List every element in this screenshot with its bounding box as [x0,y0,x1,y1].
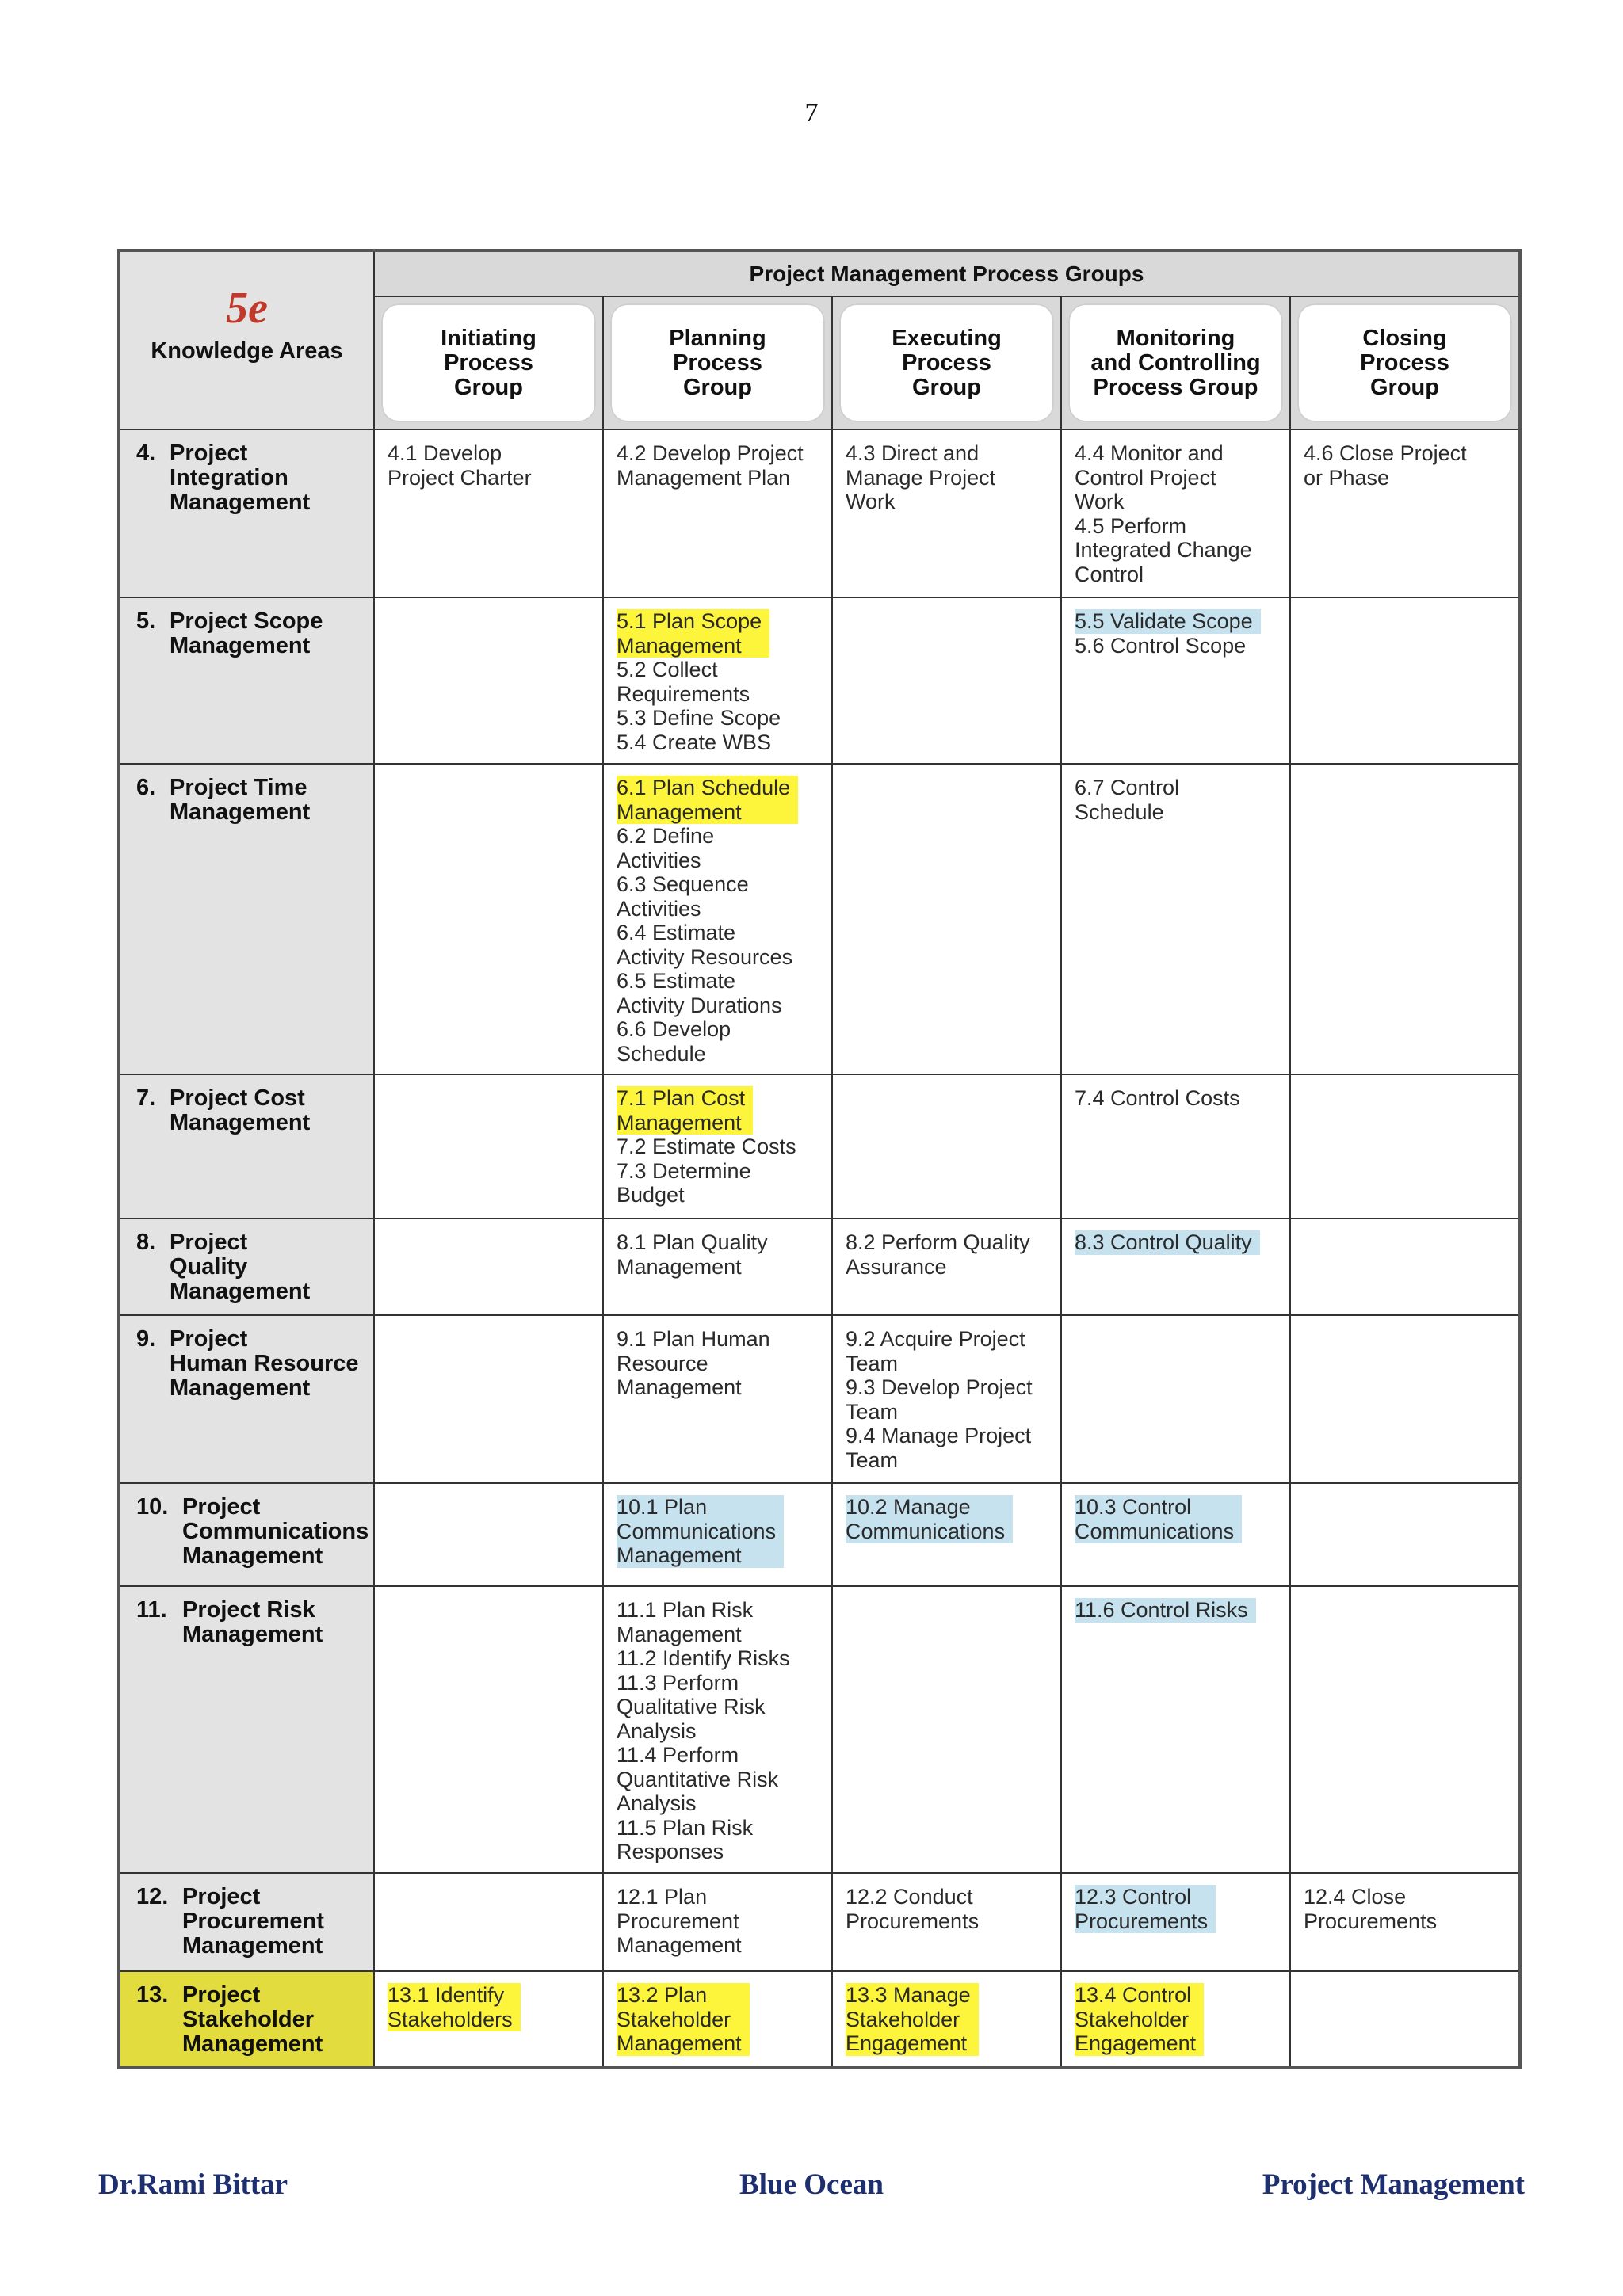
process-item: 12.4 Close Procurements [1304,1885,1438,1933]
process-cell-monitoring [1061,1586,1290,1873]
knowledge-area-number: 12. [136,1884,169,1909]
process-cell-closing [1290,429,1520,597]
process-cell-executing [832,1873,1061,1971]
knowledge-area-name: Project Stakeholder Management [182,1982,323,2057]
process-cell-closing [1290,764,1520,1074]
process-item: 10.3 Control Communications [1075,1495,1242,1543]
process-item: 7.2 Estimate Costs [617,1135,796,1158]
process-item: 13.3 Manage Stakeholder Engagement [846,1983,979,2056]
page-number: 7 [804,98,819,128]
process-item: 6.5 Estimate Activity Durations [617,969,782,1017]
table-row [119,764,1520,1074]
process-item: 12.2 Conduct Procurements [846,1885,980,1933]
process-item: 5.3 Define Scope [617,706,781,730]
process-item: 5.5 Validate Scope [1075,609,1261,634]
knowledge-area-cell [119,1219,374,1315]
process-groups-header: Project Management Process Groups [374,250,1520,296]
process-item: 8.2 Perform Quality Assurance [846,1230,1030,1279]
knowledge-area-number: 8. [136,1230,156,1255]
process-item: 11.2 Identify Risks [617,1646,790,1670]
table-row [119,1483,1520,1586]
process-cell-initiating [374,1873,603,1971]
process-cell-executing [832,597,1061,764]
knowledge-area-cell [119,597,374,764]
knowledge-area-cell [119,1483,374,1586]
table-row [119,1315,1520,1483]
process-item: 6.4 Estimate Activity Resources [617,921,793,969]
process-cell-monitoring [1061,1074,1290,1219]
process-cell-initiating [374,1586,603,1873]
process-group-label: Closing Process Group [1297,303,1512,422]
knowledge-area-name: Project Human Resource Management [170,1326,359,1401]
knowledge-area-number: 9. [136,1326,156,1352]
process-item: 12.3 Control Procurements [1075,1885,1216,1933]
table-row [119,597,1520,764]
process-item: 6.3 Sequence Activities [617,872,749,921]
process-cell-closing [1290,597,1520,764]
process-group-label: Executing Process Group [839,303,1054,422]
process-item: 9.3 Develop Project Team [846,1375,1033,1424]
knowledge-area-number: 7. [136,1085,156,1111]
process-cell-closing [1290,1971,1520,2068]
knowledge-area-name: Project Scope Management [170,608,323,658]
process-cell-closing [1290,1219,1520,1315]
knowledge-areas-header: Knowledge Areas [151,338,343,364]
process-cell-planning [603,1586,832,1873]
knowledge-area-cell [119,1873,374,1971]
process-cell-monitoring [1061,1315,1290,1483]
process-cell-planning [603,1873,832,1971]
process-item: 7.4 Control Costs [1075,1086,1240,1110]
knowledge-area-name: Project Cost Management [170,1085,311,1135]
knowledge-area-name: Project Time Management [170,775,311,825]
process-cell-initiating [374,1074,603,1219]
process-cell-planning [603,1219,832,1315]
process-item: 4.3 Direct and Manage Project Work [846,441,996,513]
process-cell-initiating [374,597,603,764]
process-group-executing [832,296,1061,429]
knowledge-area-name: Project Integration Management [170,441,311,515]
knowledge-area-cell [119,1074,374,1219]
knowledge-area-cell [119,1971,374,2068]
process-cell-planning [603,1483,832,1586]
process-group-label: Planning Process Group [610,303,825,422]
footer-company: Blue Ocean [739,2168,884,2201]
table-row [119,1074,1520,1219]
process-cell-executing [832,1074,1061,1219]
process-item: 6.7 Control Schedule [1075,776,1180,824]
process-item: 4.2 Develop Project Management Plan [617,441,804,490]
process-item: 12.1 Plan Procurement Management [617,1885,742,1957]
knowledge-area-cell [119,1315,374,1483]
process-cell-executing [832,1971,1061,2068]
knowledge-area-name: Project Procurement Management [182,1884,324,1958]
process-item: 5.4 Create WBS [617,730,772,754]
process-item: 8.1 Plan Quality Management [617,1230,768,1279]
process-cell-initiating [374,1219,603,1315]
process-item: 11.1 Plan Risk Management [617,1598,754,1646]
process-cell-monitoring [1061,1483,1290,1586]
process-group-label: Initiating Process Group [381,303,596,422]
process-item: 13.1 Identify Stakeholders [388,1983,521,2031]
process-item: 11.6 Control Risks [1075,1598,1256,1623]
process-cell-planning [603,597,832,764]
process-item: 4.1 Develop Project Charter [388,441,532,490]
process-cell-planning [603,764,832,1074]
footer-author: Dr.Rami Bittar [98,2168,288,2201]
process-item: 11.4 Perform Quantitative Risk Analysis [617,1743,779,1815]
knowledge-area-name: Project Quality Management [170,1230,311,1304]
process-cell-monitoring [1061,1873,1290,1971]
process-cell-executing [832,429,1061,597]
table-row [119,1586,1520,1873]
knowledge-area-number: 10. [136,1494,169,1520]
edition-logo: 5e [226,284,268,333]
process-item: 6.2 Define Activities [617,824,715,872]
process-cell-monitoring [1061,1971,1290,2068]
table-row [119,429,1520,597]
process-cell-closing [1290,1586,1520,1873]
process-group-closing [1290,296,1520,429]
table-body [119,429,1520,2068]
process-cell-monitoring [1061,764,1290,1074]
knowledge-area-name: Project Communications Management [182,1494,369,1569]
process-item: 10.2 Manage Communications [846,1495,1013,1543]
knowledge-area-cell [119,429,374,597]
process-cell-monitoring [1061,597,1290,764]
knowledge-area-name: Project Risk Management [182,1597,323,1647]
knowledge-areas-header-cell [119,250,374,429]
process-cell-executing [832,764,1061,1074]
process-item: 4.6 Close Project or Phase [1304,441,1467,490]
process-item: 9.4 Manage Project Team [846,1424,1032,1472]
process-item: 13.4 Control Stakeholder Engagement [1075,1983,1204,2056]
process-item: 10.1 Plan Communications Management [617,1495,784,1568]
process-group-label: Monitoring and Controlling Process Group [1068,303,1283,422]
knowledge-area-number: 6. [136,775,156,800]
process-cell-closing [1290,1483,1520,1586]
process-cell-initiating [374,764,603,1074]
process-cell-monitoring [1061,429,1290,597]
process-cell-planning [603,429,832,597]
process-item: 6.1 Plan Schedule Management [617,776,798,824]
process-item: 5.6 Control Scope [1075,633,1247,658]
process-item: 7.1 Plan Cost Management [617,1086,753,1135]
table-row [119,1971,1520,2068]
process-item: 5.2 Collect Requirements [617,658,750,706]
process-cell-initiating [374,1483,603,1586]
knowledge-area-number: 4. [136,441,156,466]
process-item: 4.5 Perform Integrated Change Control [1075,513,1252,586]
table-row [119,1873,1520,1971]
knowledge-area-cell [119,764,374,1074]
process-item: 9.2 Acquire Project Team [846,1327,1025,1375]
process-cell-closing [1290,1074,1520,1219]
knowledge-area-number: 5. [136,608,156,634]
process-groups-table [117,249,1522,2069]
process-item: 11.5 Plan Risk Responses [617,1815,754,1863]
process-item: 5.1 Plan Scope Management [617,609,769,658]
process-item: 13.2 Plan Stakeholder Management [617,1983,750,2056]
process-item: 4.4 Monitor and Control Project Work [1075,441,1224,513]
process-cell-executing [832,1219,1061,1315]
process-cell-executing [832,1586,1061,1873]
process-cell-executing [832,1315,1061,1483]
process-cell-monitoring [1061,1219,1290,1315]
process-cell-planning [603,1971,832,2068]
knowledge-area-number: 11. [136,1597,167,1623]
process-item: 8.3 Control Quality [1075,1230,1260,1255]
process-item: 7.3 Determine Budget [617,1158,751,1207]
footer-subject: Project Management [1262,2168,1525,2201]
process-cell-executing [832,1483,1061,1586]
knowledge-area-cell [119,1586,374,1873]
process-cell-planning [603,1074,832,1219]
process-cell-closing [1290,1873,1520,1971]
process-group-initiating [374,296,603,429]
process-group-planning [603,296,832,429]
process-cell-closing [1290,1315,1520,1483]
process-cell-planning [603,1315,832,1483]
process-group-monitoring [1061,296,1290,429]
process-item: 6.6 Develop Schedule [617,1017,731,1066]
knowledge-area-number: 13. [136,1982,169,2008]
process-cell-initiating [374,1971,603,2068]
process-item: 9.1 Plan Human Resource Management [617,1327,770,1399]
process-cell-initiating [374,429,603,597]
process-item: 11.3 Perform Qualitative Risk Analysis [617,1670,766,1743]
table-row [119,1219,1520,1315]
process-cell-initiating [374,1315,603,1483]
